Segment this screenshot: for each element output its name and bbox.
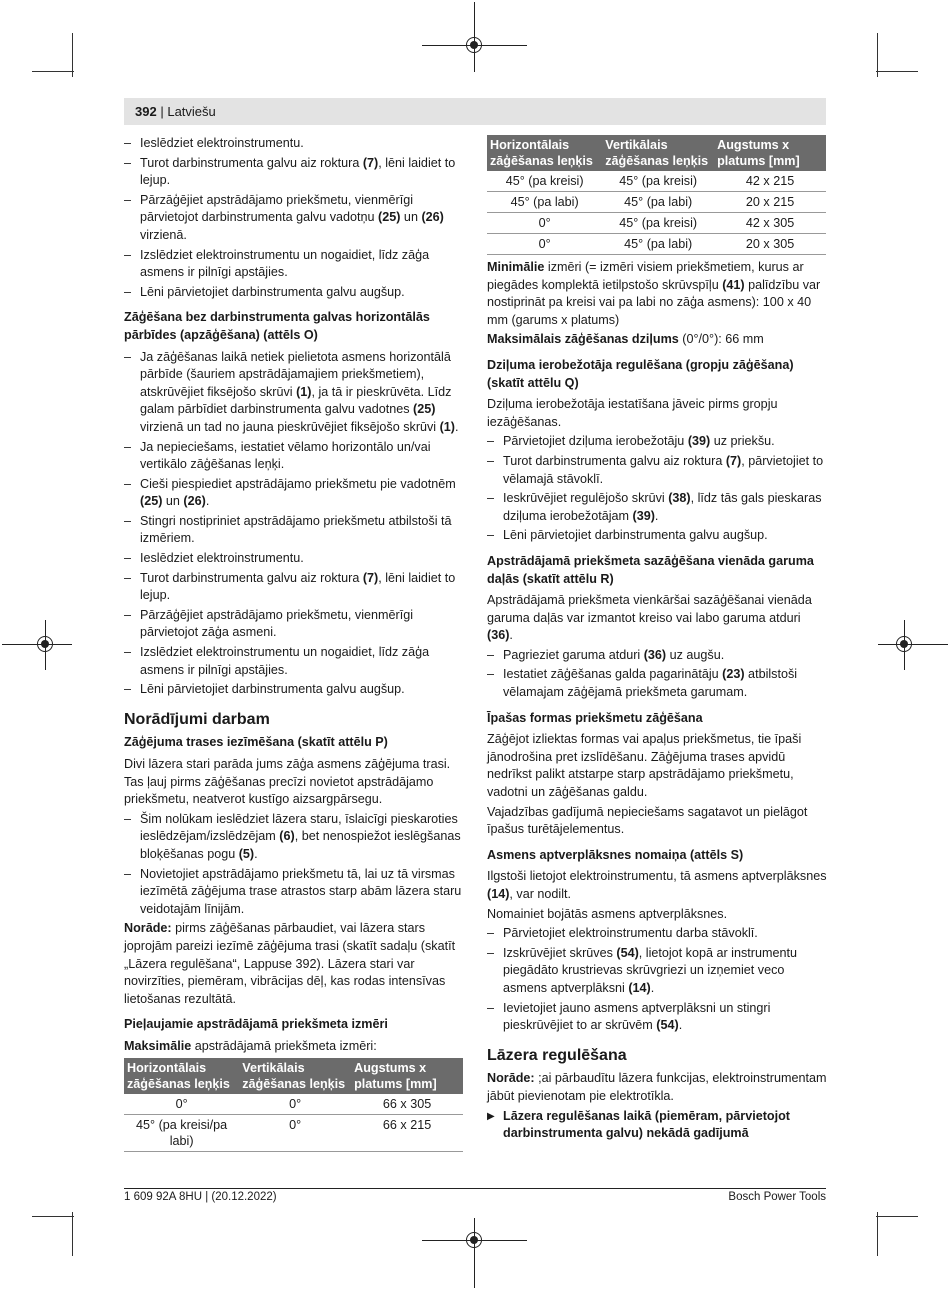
paragraph: Maksimālie apstrādājamā priekšmeta izmēri: — [124, 1038, 377, 1053]
section-heading: Īpašas formas priekšmetu zāģēšana — [487, 710, 703, 725]
list-item: – Pārzāģējiet apstrādājamo priekšmetu, vienmērīgi pārvietojot zāģa asmeni. — [124, 607, 464, 642]
paragraph: Apstrādājamā priekšmeta vienkāršai sazāģēšanai vienāda garuma daļās var izmantot kreiso vai labo garuma atduri (36). — [487, 593, 812, 643]
registration-mark-icon — [896, 636, 912, 652]
section-heading: Zāģēšana bez darbinstrumenta galvas horizontālās pārbīdes (apzāģēšana) (attēls O) — [124, 310, 430, 342]
table-row — [487, 192, 826, 213]
table-cell: 20 x 215 — [714, 192, 826, 213]
paragraph: Zāģējot izliektas formas vai apaļus priekšmetus, tie īpaši jānodrošina pret izslīdēšanu. Zāģējuma trases apvidū nedrīkst palikt atstarpe starp apstrādājamo priekšmetu, vadotni un zāģēšanas galdu. — [487, 732, 802, 800]
registration-mark-icon — [466, 37, 482, 53]
table-cell: 42 x 305 — [714, 213, 826, 234]
list-item: – Ieslēdziet elektroinstrumentu. — [124, 550, 464, 568]
left-column — [124, 135, 464, 1156]
list-item: – Ievietojiet jauno asmens aptverplāksni un stingri pieskrūvējiet to ar skrūvēm (54). — [487, 1000, 827, 1035]
list-item: – Pārzāģējiet apstrādājamo priekšmetu, vienmērīgi pārvietojot darbinstrumenta galvu vadotņu (25) un (26) virzienā. — [124, 192, 464, 245]
paragraph: Divi lāzera stari parāda jums zāģa asmens zāģējuma trasi. Tas ļauj pirms zāģēšanas precīzi novietot apstrādājamo priekšmetu, neatverot kustīgo aizsargpārsegu. — [124, 757, 451, 807]
list-item: – Ja zāģēšanas laikā netiek pielietota asmens horizontālā pārbīde (šauriem apstrādājamajiem priekšmetiem), atskrūvējiet fiksējošo skrūvi (1), ja tā ir pieskrūvēta. Līdz galam pārbīdiet darbinstrumenta galvu vadotnes (25) virzienā un tad no jauna pieskrūvējiet fiksējošo skrūvi (1). — [124, 349, 464, 437]
table-header-row — [124, 1058, 463, 1094]
paragraph: Maksimālais zāģēšanas dziļums (0°/0°): 66 mm — [487, 332, 764, 347]
list-item: – Šim nolūkam ieslēdziet lāzera staru, īslaicīgi pieskaroties ieslēdzējam/izslēdzējam (6), bet nenospiežot ieslēgšanas bloķēšanas pogu (5). — [124, 811, 464, 864]
table-cell: 45° (pa kreisi) — [487, 171, 602, 192]
right-column — [487, 135, 827, 1143]
list-item: – Pārvietojiet dziļuma ierobežotāju (39) uz priekšu. — [487, 433, 827, 451]
registration-line — [474, 1218, 475, 1288]
paragraph: Nomainiet bojātās asmens aptverplāksnes. — [487, 906, 728, 921]
note-paragraph: Norāde: pirms zāģēšanas pārbaudiet, vai lāzera stars joprojām pareizi iezīmē zāģējuma trasi (skatīt sadaļu (skatīt „Lāzera regulēšana“, Lappuse 392). Lāzera stari var novirzīties, piemēram, vibrācijas dēļ, kas rodas intensīvas lietošanas rezultātā. — [124, 921, 456, 1006]
max-dimensions-table-continued — [487, 135, 826, 255]
table-header: Vertikālais zāģēšanas leņķis — [239, 1058, 351, 1094]
list-item: – Turot darbinstrumenta galvu aiz roktura (7), lēni laidiet to lejup. — [124, 155, 464, 190]
table-cell: 45° (pa labi) — [602, 234, 714, 255]
paragraph: Ilgstoši lietojot elektroinstrumentu, tā asmens aptverplāksnes (14), var nodilt. — [487, 869, 827, 901]
list-item: – Izslēdziet elektroinstrumentu un nogaidiet, līdz zāģa asmens ir pilnīgi apstājies. — [124, 644, 464, 679]
list-item: – Pārvietojiet elektroinstrumentu darba stāvoklī. — [487, 925, 827, 943]
list-item: – Iestatiet zāģēšanas galda pagarinātāju (23) atbilstoši vēlamajam zāģējamā priekšmeta garumam. — [487, 666, 827, 701]
section-heading: Dziļuma ierobežotāja regulēšana (gropju zāģēšana) (skatīt attēlu Q) — [487, 357, 794, 390]
table-cell: 0° — [239, 1114, 351, 1151]
table-cell: 0° — [239, 1094, 351, 1115]
footer-rule — [124, 1188, 826, 1189]
list-item: – Turot darbinstrumenta galvu aiz roktura (7), pārvietojiet to vēlamajā stāvoklī. — [487, 453, 827, 488]
table-row — [487, 213, 826, 234]
table-cell: 66 x 305 — [351, 1094, 463, 1115]
note-paragraph: Norāde: ;ai pārbaudītu lāzera funkcijas, elektroinstrumentam jābūt pievienotam pie elektrotīkla. — [487, 1071, 827, 1103]
registration-mark-icon — [466, 1232, 482, 1248]
crop-mark — [32, 71, 74, 72]
section-heading: Pieļaujamie apstrādājamā priekšmeta izmēri — [124, 1017, 388, 1032]
paragraph: Minimālie izmēri (= izmēri visiem priekšmetiem, kurus ar piegādes komplektā ietilpstošo skrūvspīļu (41) palīdzību var nostiprināt pa kreisi vai pa labi no zāģa asmens): 100 x 40 mm (garums x platums) — [487, 260, 821, 327]
table-row — [124, 1114, 463, 1151]
table-header: Horizontālais zāģēšanas leņķis — [124, 1058, 239, 1094]
crop-mark — [72, 1212, 73, 1256]
list-item: – Pagrieziet garuma atduri (36) uz augšu. — [487, 647, 827, 665]
section-heading: Zāģējuma trases iezīmēšana (skatīt attēlu P) — [124, 735, 388, 750]
page-header — [135, 104, 216, 119]
list-item: – Turot darbinstrumenta galvu aiz roktura (7), lēni laidiet to lejup. — [124, 570, 464, 605]
list-item: – Ieskrūvējiet regulējošo skrūvi (38), līdz tās gals pieskaras dziļuma ierobežotājam (39). — [487, 490, 827, 525]
table-cell: 66 x 215 — [351, 1114, 463, 1151]
list-item: – Cieši piespiediet apstrādājamo priekšmetu pie vadotnēm (25) un (26). — [124, 476, 464, 511]
list-item: – Lēni pārvietojiet darbinstrumenta galvu augšup. — [124, 284, 464, 302]
list-item: – Ieslēdziet elektroinstrumentu. — [124, 135, 464, 153]
table-cell: 0° — [487, 213, 602, 234]
list-item: – Novietojiet apstrādājamo priekšmetu tā, lai uz tā virsmas iezīmētā zāģējuma trase atrastos starp abām lāzera staru veidotajām līnijām. — [124, 866, 464, 919]
paragraph: Vajadzības gadījumā nepieciešams sagatavot un pielāgot īpašus turētājelementus. — [487, 804, 808, 837]
table-header: Augstums x platums [mm] — [351, 1058, 463, 1094]
list-item: – Ja nepieciešams, iestatiet vēlamo horizontālo un/vai vertikālo zāģēšanas leņķi. — [124, 439, 464, 474]
header-separator: | — [160, 104, 164, 119]
page-number: 392 — [135, 104, 157, 119]
table-cell: 0° — [124, 1094, 239, 1115]
section-heading: Asmens aptverplāksnes nomaiņa (attēls S) — [487, 847, 744, 862]
table-header: Augstums x platums [mm] — [714, 135, 826, 171]
table-cell: 42 x 215 — [714, 171, 826, 192]
table-header: Vertikālais zāģēšanas leņķis — [602, 135, 714, 171]
crop-mark — [876, 1216, 918, 1217]
chapter-heading: Norādījumi darbam — [124, 710, 270, 728]
document-code: 1 609 92A 8HU | (20.12.2022) — [124, 1191, 277, 1203]
crop-mark — [877, 1212, 878, 1256]
list-item: – Izslēdziet elektroinstrumentu un nogaidiet, līdz zāģa asmens ir pilnīgi apstājies. — [124, 247, 464, 282]
table-cell: 0° — [487, 234, 602, 255]
table-header-row — [487, 135, 826, 171]
table-cell: 45° (pa kreisi) — [602, 213, 714, 234]
table-cell: 45° (pa kreisi/pa labi) — [124, 1114, 239, 1151]
max-dimensions-table — [124, 1058, 463, 1152]
brand-name: Bosch Power Tools — [728, 1191, 826, 1203]
page-header-bar — [124, 98, 826, 125]
section-heading: Apstrādājamā priekšmeta sazāģēšana vienāda garuma daļās (skatīt attēlu R) — [487, 553, 814, 586]
table-row — [487, 234, 826, 255]
warning-item: ▶ Lāzera regulēšanas laikā (piemēram, pārvietojot darbinstrumenta galvu) nekādā gadījumā — [487, 1108, 827, 1143]
list-item: – Stingri nostipriniet apstrādājamo priekšmetu atbilstoši tā izmēriem. — [124, 513, 464, 548]
list-item: – Lēni pārvietojiet darbinstrumenta galvu augšup. — [487, 527, 827, 545]
chapter-heading: Lāzera regulēšana — [487, 1046, 627, 1064]
table-cell: 45° (pa labi) — [487, 192, 602, 213]
paragraph: Dziļuma ierobežotāja iestatīšana jāveic pirms gropju iezāģēšanas. — [487, 397, 778, 429]
table-row — [124, 1094, 463, 1115]
table-header: Horizontālais zāģēšanas leņķis — [487, 135, 602, 171]
list-item: – Lēni pārvietojiet darbinstrumenta galvu augšup. — [124, 681, 464, 699]
crop-mark — [32, 1216, 74, 1217]
table-cell: 20 x 305 — [714, 234, 826, 255]
list-item: – Izskrūvējiet skrūves (54), lietojot kopā ar instrumentu piegādāto krustrievas skrūvgriezi un izņemiet veco asmens aptverplāksni (14). — [487, 945, 827, 998]
registration-mark-icon — [37, 636, 53, 652]
table-cell: 45° (pa kreisi) — [602, 171, 714, 192]
table-cell: 45° (pa labi) — [602, 192, 714, 213]
registration-line — [878, 644, 948, 645]
page-language: Latviešu — [167, 104, 216, 119]
table-row — [487, 171, 826, 192]
crop-mark — [876, 71, 918, 72]
